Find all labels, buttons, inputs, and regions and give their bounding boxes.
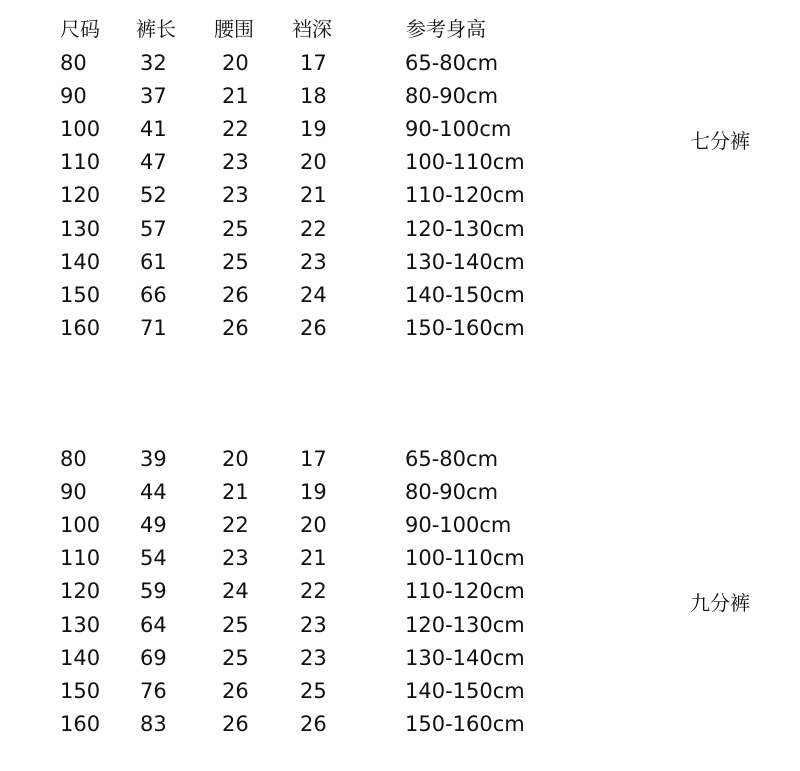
cell-size: 160 xyxy=(60,316,101,340)
cell-reference-height: 90-100cm xyxy=(405,117,512,141)
cell-rise: 21 xyxy=(300,546,327,570)
cell-size: 130 xyxy=(60,613,101,637)
header-rise: 裆深 xyxy=(292,17,332,41)
cell-waist: 25 xyxy=(222,250,249,274)
cell-waist: 21 xyxy=(222,480,249,504)
label-cropped-pants: 七分裤 xyxy=(690,129,750,153)
cell-reference-height: 100-110cm xyxy=(405,150,525,174)
cell-reference-height: 140-150cm xyxy=(405,283,525,307)
cell-waist: 23 xyxy=(222,183,249,207)
cell-pants-length: 44 xyxy=(140,480,167,504)
cell-size: 80 xyxy=(60,447,87,471)
cell-size: 120 xyxy=(60,183,101,207)
cell-size: 80 xyxy=(60,51,87,75)
cell-rise: 23 xyxy=(300,250,327,274)
cell-size: 90 xyxy=(60,84,87,108)
cell-size: 100 xyxy=(60,117,101,141)
cell-rise: 24 xyxy=(300,283,327,307)
cell-pants-length: 76 xyxy=(140,679,167,703)
header-size: 尺码 xyxy=(60,17,100,41)
cell-waist: 25 xyxy=(222,613,249,637)
cell-reference-height: 110-120cm xyxy=(405,183,525,207)
cell-size: 150 xyxy=(60,679,101,703)
cell-rise: 20 xyxy=(300,150,327,174)
cell-waist: 20 xyxy=(222,51,249,75)
cell-rise: 17 xyxy=(300,51,327,75)
cell-waist: 21 xyxy=(222,84,249,108)
cell-waist: 25 xyxy=(222,646,249,670)
cell-size: 150 xyxy=(60,283,101,307)
cell-rise: 26 xyxy=(300,316,327,340)
cell-size: 140 xyxy=(60,250,101,274)
cell-rise: 20 xyxy=(300,513,327,537)
cell-pants-length: 69 xyxy=(140,646,167,670)
cell-rise: 23 xyxy=(300,646,327,670)
cell-waist: 23 xyxy=(222,150,249,174)
cell-pants-length: 71 xyxy=(140,316,167,340)
cell-size: 100 xyxy=(60,513,101,537)
cell-pants-length: 83 xyxy=(140,712,167,736)
cell-rise: 19 xyxy=(300,480,327,504)
cell-size: 120 xyxy=(60,579,101,603)
header-waist: 腰围 xyxy=(214,17,254,41)
cell-pants-length: 64 xyxy=(140,613,167,637)
cell-pants-length: 32 xyxy=(140,51,167,75)
header-pants-length: 裤长 xyxy=(136,17,176,41)
cell-waist: 26 xyxy=(222,283,249,307)
cell-size: 110 xyxy=(60,546,101,570)
cell-rise: 18 xyxy=(300,84,327,108)
cell-waist: 24 xyxy=(222,579,249,603)
cell-reference-height: 120-130cm xyxy=(405,217,525,241)
cell-pants-length: 61 xyxy=(140,250,167,274)
cell-pants-length: 39 xyxy=(140,447,167,471)
label-ninth-pants: 九分裤 xyxy=(690,591,750,615)
cell-rise: 21 xyxy=(300,183,327,207)
cell-pants-length: 57 xyxy=(140,217,167,241)
cell-size: 130 xyxy=(60,217,101,241)
cell-rise: 22 xyxy=(300,217,327,241)
cell-pants-length: 59 xyxy=(140,579,167,603)
cell-reference-height: 130-140cm xyxy=(405,250,525,274)
cell-size: 90 xyxy=(60,480,87,504)
cell-waist: 20 xyxy=(222,447,249,471)
cell-pants-length: 52 xyxy=(140,183,167,207)
cell-waist: 22 xyxy=(222,117,249,141)
cell-reference-height: 150-160cm xyxy=(405,712,525,736)
cell-reference-height: 100-110cm xyxy=(405,546,525,570)
cell-reference-height: 130-140cm xyxy=(405,646,525,670)
cell-rise: 17 xyxy=(300,447,327,471)
cell-reference-height: 150-160cm xyxy=(405,316,525,340)
cell-reference-height: 80-90cm xyxy=(405,480,499,504)
cell-pants-length: 47 xyxy=(140,150,167,174)
cell-waist: 26 xyxy=(222,712,249,736)
cell-waist: 23 xyxy=(222,546,249,570)
cell-pants-length: 37 xyxy=(140,84,167,108)
cell-waist: 26 xyxy=(222,316,249,340)
cell-pants-length: 66 xyxy=(140,283,167,307)
cell-waist: 25 xyxy=(222,217,249,241)
header-reference-height: 参考身高 xyxy=(406,17,486,41)
cell-reference-height: 65-80cm xyxy=(405,447,499,471)
cell-pants-length: 41 xyxy=(140,117,167,141)
cell-rise: 25 xyxy=(300,679,327,703)
cell-waist: 26 xyxy=(222,679,249,703)
cell-rise: 23 xyxy=(300,613,327,637)
cell-pants-length: 54 xyxy=(140,546,167,570)
cell-size: 160 xyxy=(60,712,101,736)
cell-reference-height: 120-130cm xyxy=(405,613,525,637)
cell-size: 110 xyxy=(60,150,101,174)
cell-waist: 22 xyxy=(222,513,249,537)
cell-reference-height: 65-80cm xyxy=(405,51,499,75)
cell-rise: 19 xyxy=(300,117,327,141)
cell-rise: 26 xyxy=(300,712,327,736)
cell-reference-height: 80-90cm xyxy=(405,84,499,108)
cell-rise: 22 xyxy=(300,579,327,603)
cell-reference-height: 90-100cm xyxy=(405,513,512,537)
cell-size: 140 xyxy=(60,646,101,670)
cell-reference-height: 140-150cm xyxy=(405,679,525,703)
cell-reference-height: 110-120cm xyxy=(405,579,525,603)
cell-pants-length: 49 xyxy=(140,513,167,537)
